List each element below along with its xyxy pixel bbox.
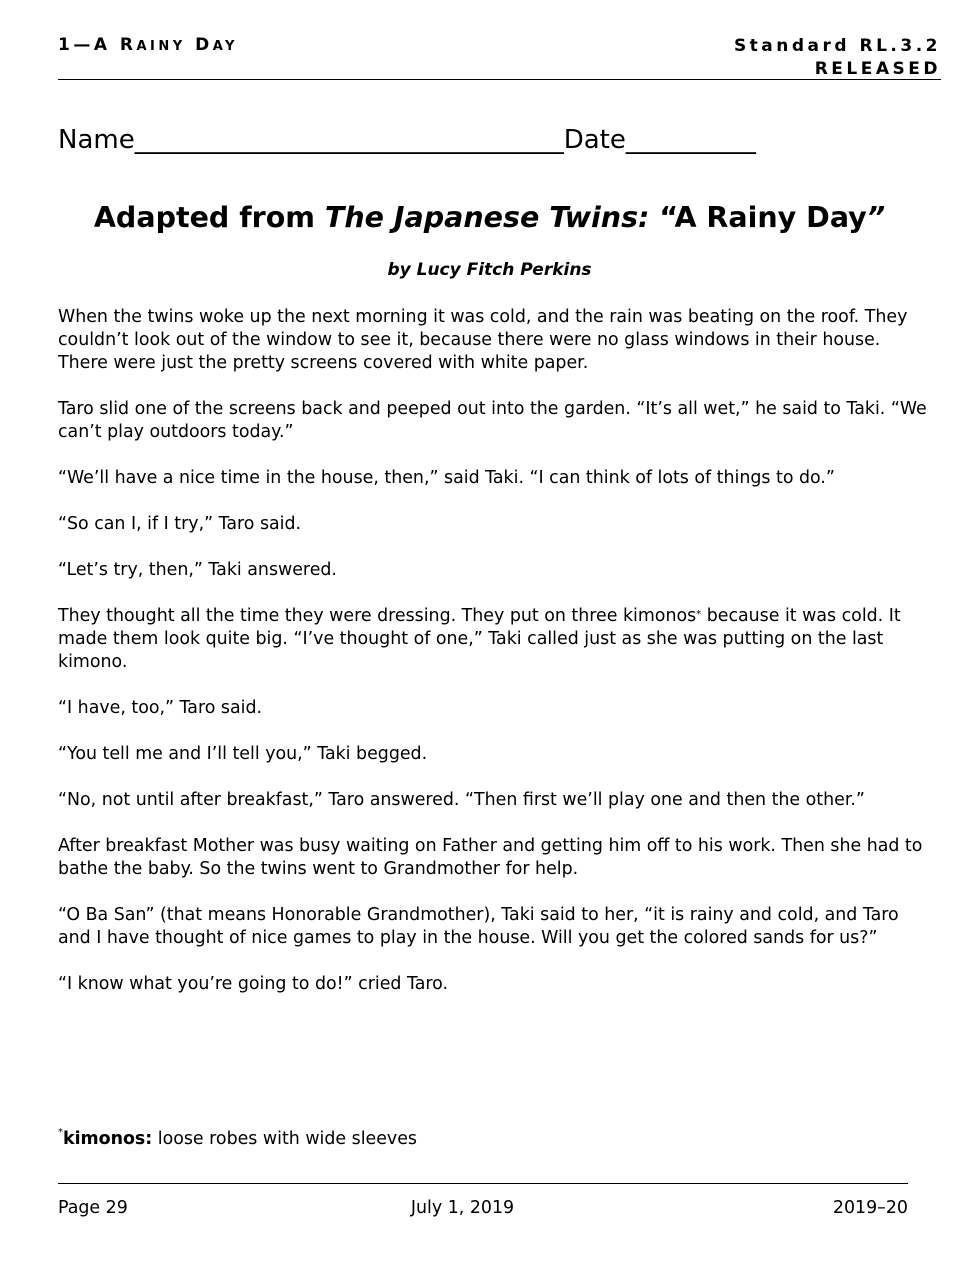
paragraph-5: “Let’s try, then,” Taki answered.	[58, 560, 337, 580]
header-divider	[58, 79, 941, 80]
page-number: Page 29	[58, 1198, 128, 1218]
paragraph-2: Taro slid one of the screens back and peeped out into the garden. “It’s all wet,” he said to Taki. “We can’t play outdoors today.”	[58, 399, 927, 442]
story-byline: by Lucy Fitch Perkins	[387, 260, 592, 280]
paragraph-9: “No, not until after breakfast,” Taro answered. “Then first we’ll play one and then the other.”	[58, 790, 865, 810]
footnote-definition: loose robes with wide sleeves	[152, 1129, 417, 1149]
title-chapter: “A Rainy Day	[649, 201, 867, 234]
title-prefix: Adapted from	[93, 201, 325, 234]
lesson-title-smallcaps-1: AINY	[136, 39, 186, 54]
title-close-quote: ”	[866, 201, 886, 234]
paragraph-3: “We’ll have a nice time in the house, then,” said Taki. “I can think of lots of things to do.”	[58, 468, 835, 488]
paragraph-1: When the twins woke up the next morning it was cold, and the rain was beating on the roof. They couldn’t look out of the window to see it, because there were no glass windows in their house. There were just the pretty screens covered with white paper.	[58, 307, 908, 373]
title-book: The Japanese Twins:	[324, 201, 650, 234]
footer-date: July 1, 2019	[410, 1198, 515, 1218]
lesson-title-smallcaps-2: AY	[212, 39, 238, 54]
lesson-title-d: D	[185, 35, 213, 55]
paragraph-12: “I know what you’re going to do!” cried Taro.	[58, 974, 448, 994]
footnote-mark: *	[58, 1127, 63, 1138]
footer-divider	[58, 1183, 908, 1184]
name-blank[interactable]: _________________________________	[134, 125, 564, 155]
paragraph-8: “You tell me and I’ll tell you,” Taki begged.	[58, 744, 428, 764]
lesson-title	[58, 35, 238, 55]
paragraph-11: “O Ba San” (that means Honorable Grandmother), Taki said to her, “it is rainy and cold, and Taro and I have thought of nice games to play in the house. Will you get the colored sands for us?”	[58, 905, 899, 948]
paragraph-6	[58, 605, 928, 674]
date-blank[interactable]: __________	[625, 125, 756, 155]
paragraph-4: “So can I, if I try,” Taro said.	[58, 514, 302, 534]
paragraph-7: “I have, too,” Taro said.	[58, 698, 263, 718]
lesson-title-prefix: 1—A R	[58, 35, 137, 55]
story-body	[58, 306, 928, 1019]
name-label: Name	[58, 125, 135, 155]
footnote-term: kimonos:	[63, 1129, 153, 1149]
paragraph-6-end: because it was cold. It made them look quite big. “I’ve thought of one,” Taki called just as she was putting on the last kimono.	[58, 606, 901, 672]
footnote	[58, 1129, 417, 1149]
footnote-marker: *	[696, 609, 702, 620]
released-label: RELEASED	[814, 59, 941, 79]
footer-year: 2019–20	[832, 1198, 908, 1218]
paragraph-10: After breakfast Mother was busy waiting on Father and getting him off to his work. Then she had to bathe the baby. So the twins went to Grandmother for help.	[58, 836, 923, 879]
paragraph-6-start: They thought all the time they were dressing. They put on three kimonos	[58, 606, 697, 626]
story-title	[0, 201, 979, 234]
standard-block	[734, 35, 941, 81]
name-date-line	[58, 125, 756, 155]
standard-label: Standard RL.3.2	[733, 36, 941, 56]
date-label: Date	[563, 125, 626, 155]
